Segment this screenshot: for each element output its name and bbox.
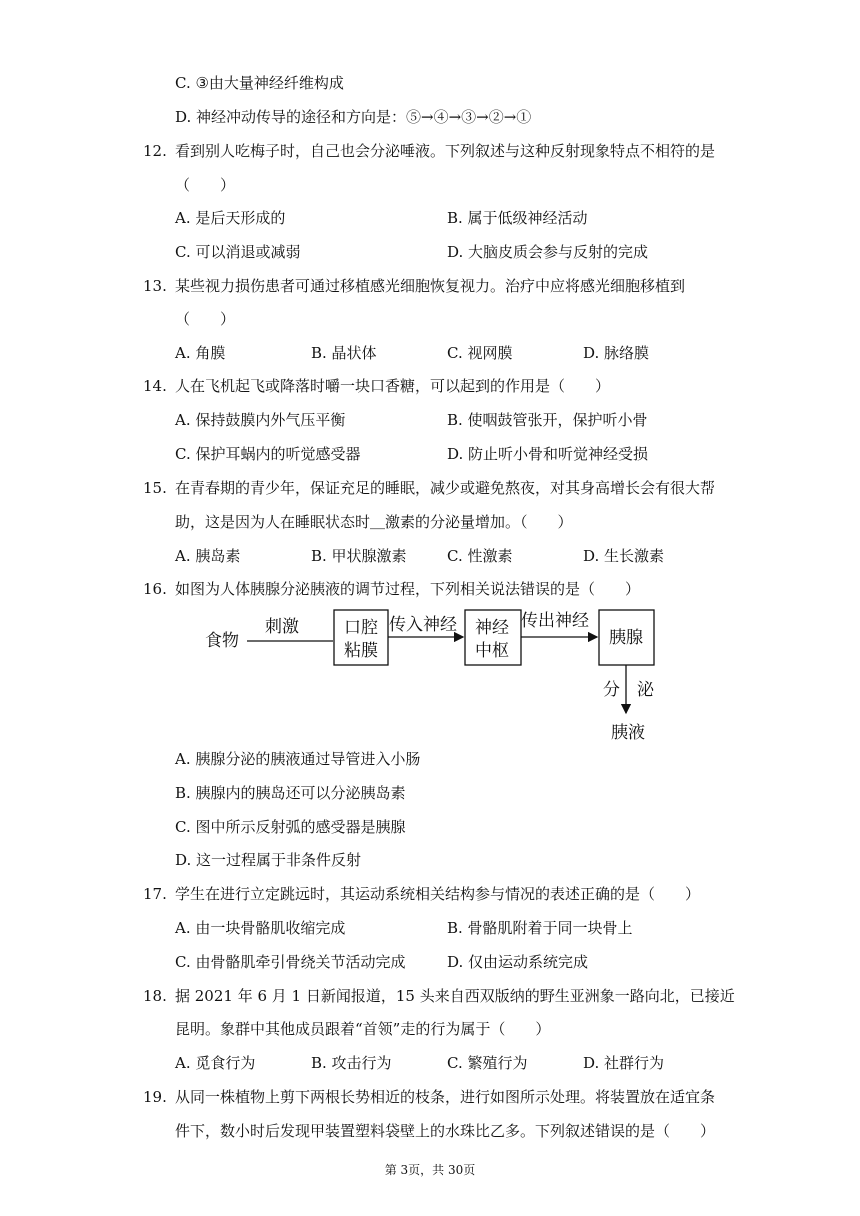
q13-option-b: B. 晶状体: [311, 344, 377, 362]
diagram-center-line2: 中枢: [475, 641, 509, 661]
q14-number: 14.: [143, 377, 167, 395]
q17-option-c: C. 由骨骼肌牵引骨绕关节活动完成: [175, 953, 406, 971]
q15-stem-line2: 助，这是因为人在睡眠状态时＿激素的分泌量增加。（ ）: [175, 513, 573, 531]
q12-option-c: C. 可以消退或减弱: [175, 243, 301, 261]
q18-stem-line2: 昆明。象群中其他成员跟着“首领”走的行为属于（ ）: [175, 1020, 551, 1038]
q18-option-a: A. 觅食行为: [175, 1054, 256, 1072]
q14-stem-line1: 人在飞机起飞或降落时嚼一块口香糖，可以起到的作用是（ ）: [175, 377, 611, 395]
q16-number: 16.: [143, 580, 167, 598]
q17-number: 17.: [143, 885, 167, 903]
q14-option-a: A. 保持鼓膜内外气压平衡: [175, 411, 346, 429]
q18-number: 18.: [143, 987, 167, 1005]
diagram-juice-label: 胰液: [611, 723, 645, 743]
q12-option-b: B. 属于低级神经活动: [447, 209, 588, 227]
q15-option-d: D. 生长激素: [583, 547, 665, 565]
q18-option-d: D. 社群行为: [583, 1054, 665, 1072]
diagram-food-label: 食物: [205, 631, 239, 651]
q19-stem-line2: 件下，数小时后发现甲装置塑料袋壁上的水珠比乙多。下列叙述错误的是（ ）: [175, 1122, 716, 1140]
q13-stem-line1: 某些视力损伤患者可通过移植感光细胞恢复视力。治疗中应将感光细胞移植到: [175, 277, 686, 295]
q17-stem-line1: 学生在进行立定跳远时，其运动系统相关结构参与情况的表述正确的是（ ）: [175, 885, 701, 903]
q13-option-d: D. 脉络膜: [583, 344, 650, 362]
diagram-secrete-label: 分 泌: [603, 680, 654, 700]
q13-option-c: C. 视网膜: [447, 344, 513, 362]
q14-option-c: C. 保护耳蜗内的听觉感受器: [175, 445, 361, 463]
q14-option-d: D. 防止听小骨和听觉神经受损: [447, 445, 649, 463]
q18-stem-line1: 据 2021 年 6 月 1 日新闻报道，15 头来自西双版纳的野生亚洲象一路向北，已接近: [175, 987, 735, 1005]
q15-number: 15.: [143, 479, 167, 497]
q16-option-c: C. 图中所示反射弧的感受器是胰腺: [175, 818, 406, 836]
q15-option-c: C. 性激素: [447, 547, 513, 565]
diagram-mucosa-line1: 口腔: [344, 618, 378, 638]
diagram-efferent-label: 传出神经: [521, 611, 589, 631]
pancreas-regulation-diagram: [195, 600, 675, 750]
q18-option-b: B. 攻击行为: [311, 1054, 392, 1072]
diagram-stimulus-label: 刺激: [265, 617, 299, 637]
q16-option-d: D. 这一过程属于非条件反射: [175, 851, 362, 869]
q19-stem-line1: 从同一株植物上剪下两根长势相近的枝条，进行如图所示处理。将装置放在适宜条: [175, 1088, 716, 1106]
q16-stem-line1: 如图为人体胰腺分泌胰液的调节过程，下列相关说法错误的是（ ）: [175, 580, 641, 598]
diagram-mucosa-line2: 粘膜: [344, 641, 378, 661]
q17-option-a: A. 由一块骨骼肌收缩完成: [175, 919, 346, 937]
q16-option-a: A. 胰腺分泌的胰液通过导管进入小肠: [175, 750, 421, 768]
q17-option-b: B. 骨骼肌附着于同一块骨上: [447, 919, 633, 937]
q16-option-b: B. 胰腺内的胰岛还可以分泌胰岛素: [175, 784, 406, 802]
page-footer: 第 3页，共 30页: [384, 1163, 476, 1177]
diagram-pancreas-label: 胰腺: [609, 628, 643, 648]
q15-option-b: B. 甲状腺激素: [311, 547, 407, 565]
q11-option-c: C. ③由大量神经纤维构成: [175, 74, 344, 92]
q13-stem-line2: （ ）: [175, 310, 236, 328]
q17-option-d: D. 仅由运动系统完成: [447, 953, 589, 971]
q18-option-c: C. 繁殖行为: [447, 1054, 528, 1072]
q12-option-d: D. 大脑皮质会参与反射的完成: [447, 243, 649, 261]
diagram-afferent-label: 传入神经: [389, 615, 457, 635]
q12-stem-line2: （ ）: [175, 176, 236, 194]
q12-option-a: A. 是后天形成的: [175, 209, 286, 227]
q13-option-a: A. 角膜: [175, 344, 226, 362]
q11-option-d: D. 神经冲动传导的途径和方向是：⑤→④→③→②→①: [175, 108, 532, 126]
q12-stem-line1: 看到别人吃梅子时，自己也会分泌唾液。下列叙述与这种反射现象特点不相符的是: [175, 142, 716, 160]
q14-option-b: B. 使咽鼓管张开，保护听小骨: [447, 411, 648, 429]
q19-number: 19.: [143, 1088, 167, 1106]
q12-number: 12.: [143, 142, 167, 160]
diagram-center-line1: 神经: [475, 618, 509, 638]
q15-option-a: A. 胰岛素: [175, 547, 241, 565]
q13-number: 13.: [143, 277, 167, 295]
q15-stem-line1: 在青春期的青少年，保证充足的睡眠，减少或避免熬夜，对其身高增长会有很大帮: [175, 479, 716, 497]
